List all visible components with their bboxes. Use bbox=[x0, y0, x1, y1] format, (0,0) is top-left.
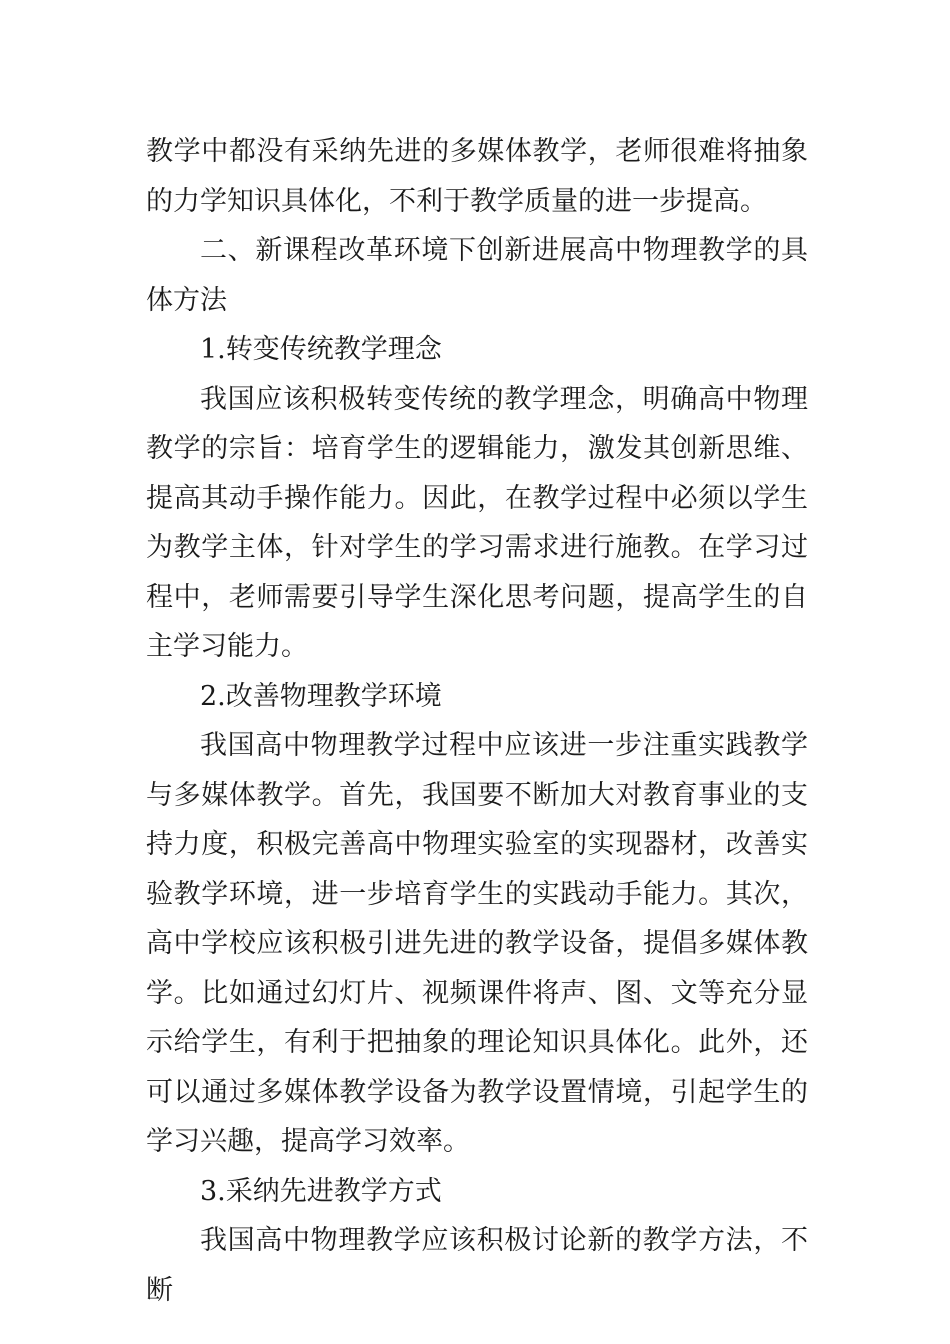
paragraph-2: 我国高中物理教学过程中应该进一步注重实践教学与多媒体教学。首先，我国要不断加大对教育事业的支持力度，积极完善高中物理实验室的实现器材，改善实验教学环境，进一步培育学生的实践动手能力。其次，高中学校应该积极引进先进的教学设备，提倡多媒体教学。比如通过幻灯片、视频课件将声、图、文等充分显示给学生，有利于把抽象的理论知识具体化。此外，还可以通过多媒体教学设备为教学设置情境，引起学生的学习兴趣，提高学习效率。 bbox=[146, 730, 808, 1157]
section-heading: 二、新课程改革环境下创新进展高中物理教学的具体方法 bbox=[146, 235, 808, 316]
subheading-1: 1.转变传统教学理念 bbox=[200, 334, 442, 365]
subheading-3: 3.采纳先进教学方式 bbox=[200, 1175, 442, 1207]
paragraph-3: 我国高中物理教学应该积极讨论新的教学方法，不断 bbox=[146, 1225, 808, 1306]
subheading-2: 2.改善物理教学环境 bbox=[200, 680, 442, 712]
paragraph-continuation: 教学中都没有采纳先进的多媒体教学，老师很难将抽象的力学知识具体化，不利于教学质量的进一步提高。 bbox=[146, 136, 808, 217]
paragraph-1: 我国应该积极转变传统的教学理念，明确高中物理教学的宗旨：培育学生的逻辑能力，激发其创新思维、提高其动手操作能力。因此，在教学过程中必须以学生为教学主体，针对学生的学习需求进行施教。在学习过程中，老师需要引导学生深化思考问题，提高学生的自主学习能力。 bbox=[146, 383, 808, 662]
document-body bbox=[146, 127, 808, 1315]
